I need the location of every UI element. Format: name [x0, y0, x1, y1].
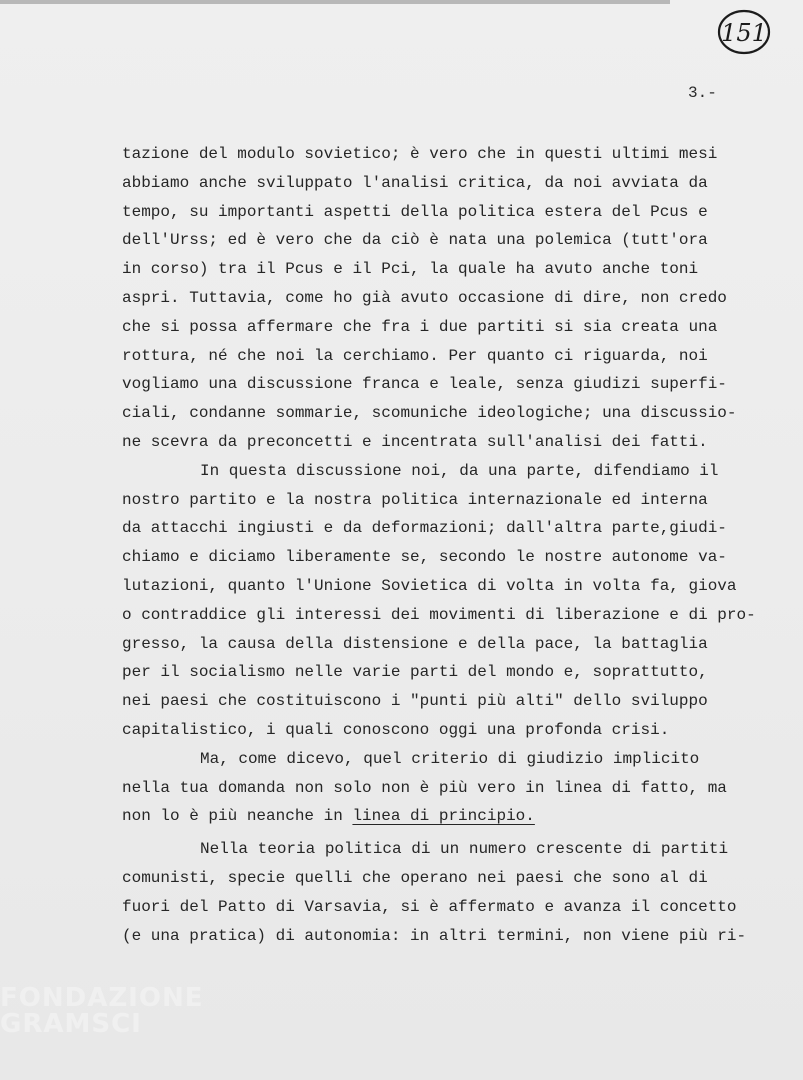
text-line: gresso, la causa della distensione e della pace, la battaglia — [122, 634, 708, 653]
watermark-line: GRAMSCI — [0, 1009, 142, 1039]
text-line: chiamo e diciamo liberamente se, secondo le nostre autonome va- — [122, 548, 727, 567]
text-line: o contraddice gli interessi dei movimenti di liberazione e di pro- — [122, 605, 756, 624]
text-line: fuori del Patto di Varsavia, si è affermato e avanza il concetto — [122, 897, 737, 916]
text-line: ciali, condanne sommarie, scomuniche ideologiche; una discussio- — [122, 404, 737, 423]
text-line: Ma, come dicevo, quel criterio di giudizio implicito — [200, 749, 700, 768]
text-line: capitalistico, i quali conoscono oggi una profonda crisi. — [122, 720, 670, 739]
text-line: Nella teoria politica di un numero crescente di partiti — [200, 840, 729, 859]
page-number: 3.- — [688, 84, 717, 102]
text-line: nei paesi che costituiscono i "punti più alti" dello sviluppo — [122, 692, 708, 711]
top-border-rule — [0, 0, 670, 4]
stamp-circle-icon — [716, 8, 772, 56]
stamp-number: 151 — [721, 19, 767, 47]
text-line: per il socialismo nelle varie parti del mondo e, soprattutto, — [122, 663, 708, 682]
text-line: In questa discussione noi, da una parte, difendiamo il — [200, 461, 719, 480]
text-line: lutazioni, quanto l'Unione Sovietica di volta in volta fa, giova — [122, 576, 737, 595]
text-line: (e una pratica) di autonomia: in altri termini, non viene più ri- — [122, 926, 747, 945]
text-line: nostro partito e la nostra politica internazionale ed interna — [122, 490, 708, 509]
text-line: comunisti, specie quelli che operano nei paesi che sono al di — [122, 868, 708, 887]
text-line: rottura, né che noi la cerchiamo. Per quanto ci riguarda, noi — [122, 346, 708, 365]
watermark-line: FONDAZIONE — [0, 983, 204, 1013]
underlined-phrase: linea di principio. — [352, 807, 535, 826]
text-line: nella tua domanda non solo non è più vero in linea di fatto, ma — [122, 778, 727, 797]
body-text — [122, 140, 762, 950]
text-line: dell'Urss; ed è vero che da ciò è nata una polemica (tutt'ora — [122, 231, 708, 250]
text-line: vogliamo una discussione franca e leale, senza giudizi superfi- — [122, 375, 727, 394]
text-line — [122, 802, 762, 831]
text-line: che si possa affermare che fra i due partiti si sia creata una — [122, 317, 718, 336]
text-line: aspri. Tuttavia, come ho già avuto occasione di dire, non credo — [122, 288, 727, 307]
archive-watermark — [0, 983, 204, 1080]
text-line: tazione del modulo sovietico; è vero che in questi ultimi mesi — [122, 145, 718, 163]
text-line: in corso) tra il Pcus e il Pci, la quale ha avuto anche toni — [122, 260, 699, 279]
text-line: da attacchi ingiusti e da deformazioni; dall'altra parte,giudi- — [122, 519, 727, 538]
text-line-prefix: non lo è più neanche in — [122, 807, 353, 826]
text-line: abbiamo anche sviluppato l'analisi critica, da noi avviata da — [122, 173, 708, 192]
text-line: ne scevra da preconcetti e incentrata sull'analisi dei fatti. — [122, 432, 708, 451]
archive-stamp — [716, 8, 772, 56]
text-line: tempo, su importanti aspetti della politica estera del Pcus e — [122, 202, 708, 221]
